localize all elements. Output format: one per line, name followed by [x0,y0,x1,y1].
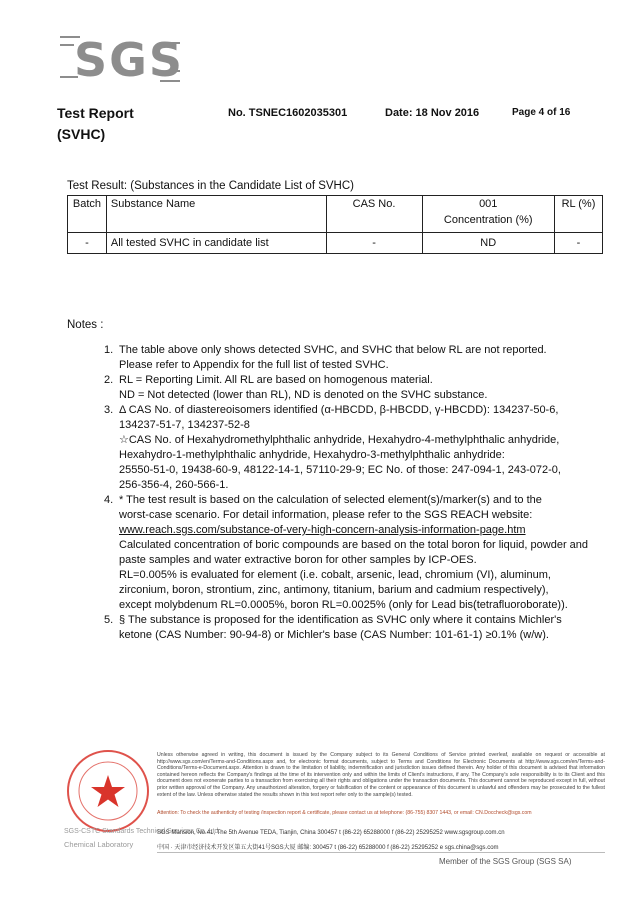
note-line: 256-356-4, 260-566-1. [119,479,229,491]
note-line: Hexahydro-1-methylphthalic anhydride, Hexahydro-3-methylphthalic anhydride: [119,449,505,461]
member-label: Member of the SGS Group (SGS SA) [439,857,572,866]
note-line: RL=0.005% is evaluated for element (i.e. cobalt, arsenic, lead, chromium (VI), aluminum, [119,569,551,581]
address-chinese: 中国 · 天津市经济技术开发区第五大街41号SGS大厦 邮编: 300457 t (86-22) 65288000 f (86-22) 25295252 e sgs.china@sgs.com [157,845,499,851]
note-number: 1. [104,344,114,356]
header-substance-name: Substance Name [106,196,326,233]
attention-text: Attention: To check the authenticity of testing /inspection report & certificate, please contact us at telephone: (86-755) 8307 1443, or email: CN.Doccheck@sgs.com [157,810,532,816]
note-number: 4. [104,494,114,506]
note-line: RL = Reporting Limit. All RL are based on homogenous material. [119,374,433,386]
report-title: Test Report [57,105,134,121]
header-concentration [422,196,554,233]
sgs-reach-link[interactable]: www.reach.sgs.com/substance-of-very-high-concern-analysis-information-page.htm [119,524,526,536]
note-line: ND = Not detected (lower than RL), ND is denoted on the SVHC substance. [119,389,488,401]
note-4 [104,493,604,613]
note-line: Δ CAS No. of diastereoisomers identified (α-HBCDD, β-HBCDD, γ-HBCDD): 134237-50-6, [119,404,559,416]
cell-rl: - [554,233,602,254]
header-sample-id: 001 [479,198,498,210]
cell-batch: - [68,233,107,254]
sgs-logo [60,28,185,90]
note-line: worst-case scenario. For detail information, please refer to the SGS REACH website: [119,509,533,521]
note-line: § The substance is proposed for the identification as SVHC only where it contains Michler's [119,614,562,626]
notes-list [104,343,604,643]
note-1 [104,343,604,373]
cell-substance-name: All tested SVHC in candidate list [106,233,326,254]
report-number: No. TSNEC1602035301 [228,107,348,119]
footer-divider [157,852,605,853]
note-line: Please refer to Appendix for the full list of tested SVHC. [119,359,389,371]
note-number: 5. [104,614,114,626]
address-english: SGS Mansion, No.41, The 5th Avenue TEDA, Tianjin, China 300457 t (86-22) 65288000 f (86-22) 25295252 www.sgsgroup.com.cn [157,830,505,836]
header-cas-no: CAS No. [326,196,422,233]
note-line: except molybdenum RL=0.0005%, boron RL=0.0025% (only for Lead bis(tetrafluoroborate)). [119,599,568,611]
seal-company-label: SGS-CSTC Standards Technical Services Co.,Ltd. [64,828,221,835]
table-row [68,233,603,254]
cell-concentration: ND [422,233,554,254]
note-line: The table above only shows detected SVHC, and SVHC that below RL are not reported. [119,344,547,356]
notes-title: Notes : [67,319,104,331]
note-line: 25550-51-0, 19438-60-9, 48122-14-1, 57110-29-9; EC No. of those: 247-094-1, 243-072-0, [119,464,561,476]
header-concentration-label: Concentration (%) [443,214,533,226]
header-batch: Batch [68,196,107,233]
note-5 [104,613,604,643]
report-date: Date: 18 Nov 2016 [385,107,480,119]
table-header-row [68,196,603,233]
note-line: zirconium, boron, strontium, zinc, antimony, titanium, barium and cadmium respectively), [119,584,549,596]
note-3 [104,403,604,493]
cell-cas-no: - [326,233,422,254]
header-rl: RL (%) [554,196,602,233]
note-line: paste samples and water extractive boron for other samples by ICP-OES. [119,554,477,566]
seal-lab-label: Chemical Laboratory [64,840,134,849]
logo-text: SGS [74,33,185,87]
note-line: * The test result is based on the calculation of selected element(s)/marker(s) and to the [119,494,542,506]
note-line: 134237-51-7, 134237-52-8 [119,419,250,431]
result-table [67,195,603,254]
section-title: Test Result: (Substances in the Candidate List of SVHC) [67,180,355,192]
note-number: 3. [104,404,114,416]
report-subtitle: (SVHC) [57,126,106,142]
note-line: ☆CAS No. of Hexahydromethylphthalic anhydride, Hexahydro-4-methylphthalic anhydride, [119,434,560,446]
page-number: Page 4 of 16 [512,107,571,118]
note-line: ketone (CAS Number: 90-94-8) or Michler's base (CAS Number: 101-61-1) ≥0.1% (w/w). [119,629,549,641]
note-number: 2. [104,374,114,386]
disclaimer-text: Unless otherwise agreed in writing, this document is issued by the Company subject to its General Conditions of Service printed overleaf, available on request or accessible at http://www.sgs.com/en/Terms-and-Conditions.aspx and, for electronic format documents, subject to Terms and Conditions for Electronic Documents at http://www.sgs.com/en/Terms-and-Conditions/Terms-e-Document.aspx. Attention is drawn to the limitation of liability, indemnification and jurisdiction issues defined therein. Any holder of this document is advised that information contained hereon reflects the Company's findings at the time of its intervention only and within the limits of Client's instructions, if any. The Company's sole responsibility is to its Client and this document does not exonerate parties to a transaction from exercising all their rights and obligations under the transaction documents. This document cannot be reproduced except in full, without prior written approval of the Company. Any unauthorized alteration, forgery or falsification of the content or appearance of this document is unlawful and offenders may be prosecuted to the fullest extent of the law. Unless otherwise stated the results shown in this test report refer only to the sample(s) tested. [157,752,605,798]
note-2 [104,373,604,403]
note-line: Calculated concentration of boric compounds are based on the total boron for liquid, powder and [119,539,589,551]
